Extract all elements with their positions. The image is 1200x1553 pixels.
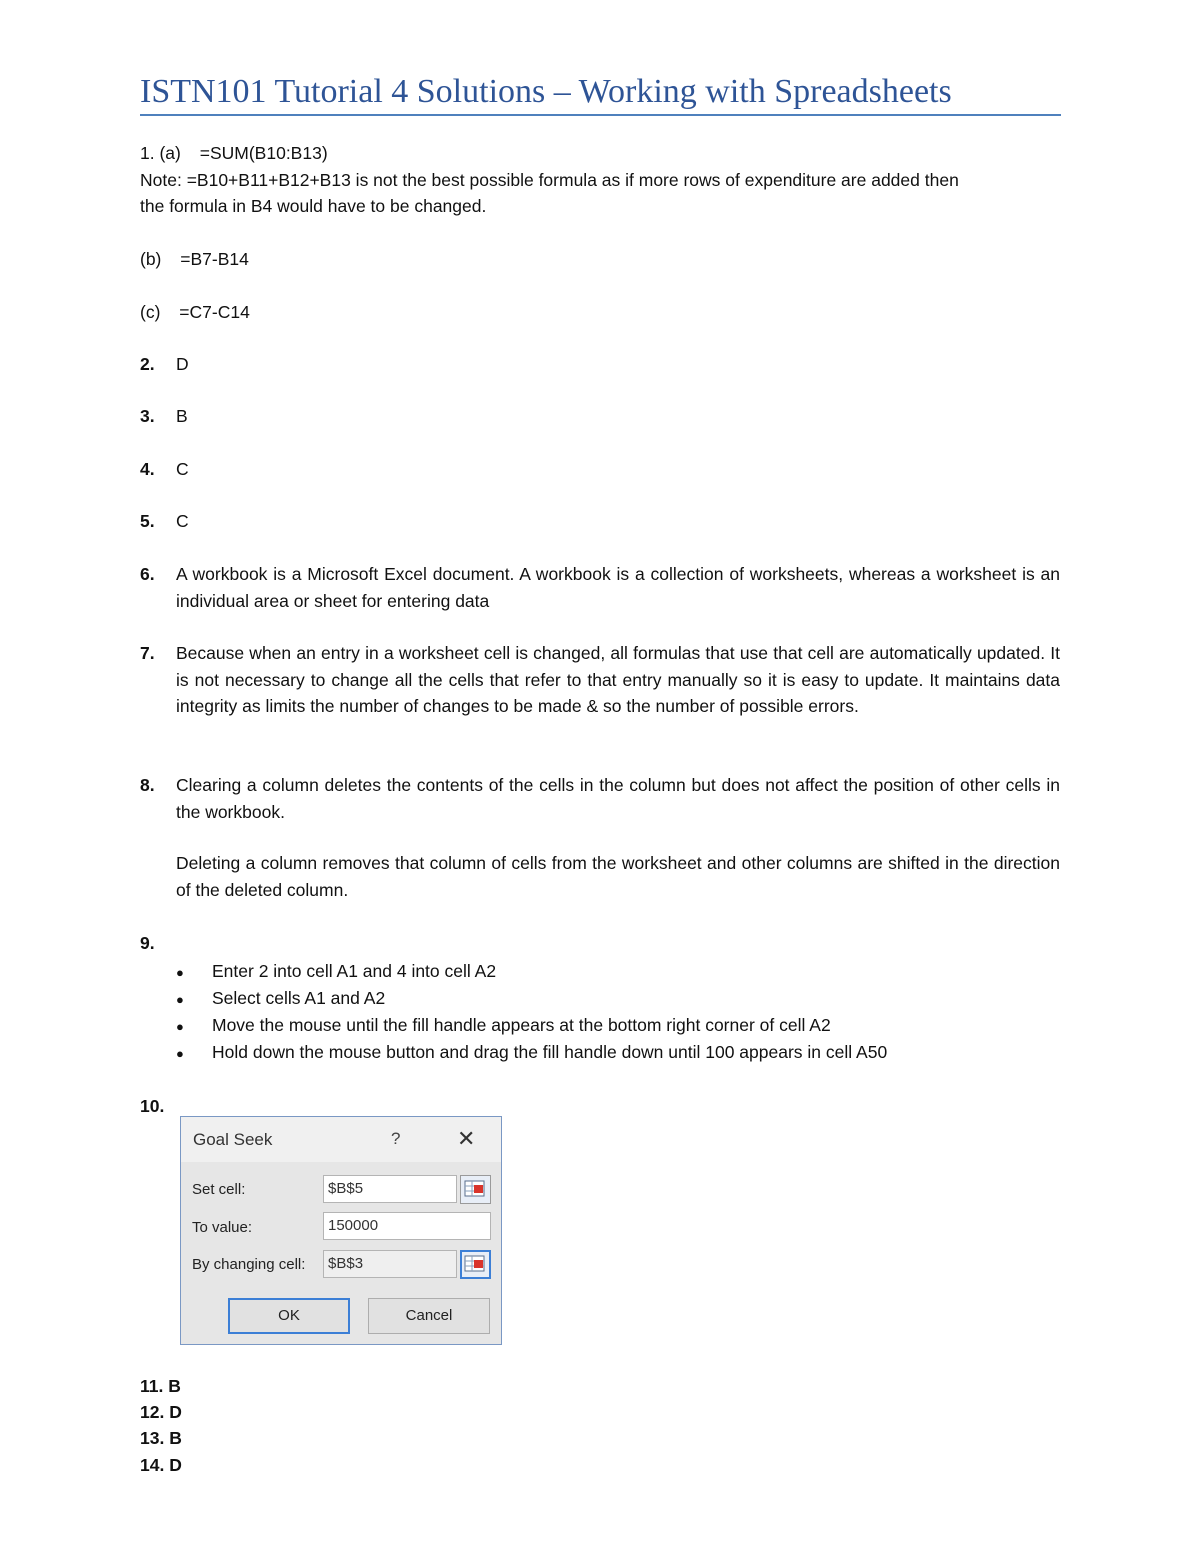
q1-b-label: (b) [140,249,162,269]
dialog-title: Goal Seek [193,1130,273,1149]
answer-row [140,403,188,430]
answer-number: 12. [140,1402,165,1422]
answer-number: 11. [140,1376,164,1396]
q1-a-line [140,140,328,167]
bullet-icon: ● [176,1046,184,1061]
answer-text: D [169,1402,182,1422]
answer-row [140,1425,182,1452]
answer-number: 5. [140,511,155,531]
q1-b-line [140,246,249,273]
close-icon[interactable]: ✕ [457,1126,476,1151]
q8-paragraph-1: Clearing a column deletes the contents of the cells in the column but does not affect the position of other cells in the workbook. [176,775,1060,822]
q7-answer: Because when an entry in a worksheet cell is changed, all formulas that use that cell are automatically updated. It is not necessary to change all the cells that refer to that entry manually so it is easy to update. It maintains data integrity as limits the number of changes to be made & so the number of possible errors. [176,643,1060,716]
answer-text: B [169,1428,182,1448]
cancel-button[interactable]: Cancel [368,1298,490,1334]
range-selector-glyph [461,1176,488,1201]
answer-row [140,1399,182,1426]
ok-button[interactable]: OK [228,1298,350,1334]
list-item-text: Move the mouse until the fill handle appears at the bottom right corner of cell A2 [212,1015,831,1035]
changing-cell-label: By changing cell: [192,1256,306,1273]
answer-number: 14. [140,1455,165,1475]
q1-c-label: (c) [140,302,161,322]
answer-text: C [176,459,189,479]
answer-row [140,508,189,535]
changing-cell-input[interactable]: $B$3 [323,1250,457,1278]
q1-b-answer: =B7-B14 [180,249,249,269]
list-item [176,958,497,987]
dialog-titlebar [181,1117,501,1162]
list-item [176,985,386,1014]
goal-seek-dialog [180,1116,502,1345]
q7-number: 7. [140,643,155,663]
list-item-text: Select cells A1 and A2 [212,988,386,1008]
q8-paragraph-2: Deleting a column removes that column of cells from the worksheet and other columns are shifted in the direction of the deleted column. [176,853,1060,900]
to-value-label: To value: [192,1219,253,1236]
q1-c-line [140,299,250,326]
answer-number: 13. [140,1428,165,1448]
answer-number: 2. [140,354,155,374]
answer-number: 3. [140,406,155,426]
q10-number: 10. [140,1096,165,1116]
answer-row [140,351,189,378]
bullet-icon: ● [176,965,184,980]
answer-text: B [168,1376,181,1396]
answer-text: C [176,511,189,531]
answer-text: D [176,354,189,374]
answer-number: 4. [140,459,155,479]
bullet-icon: ● [176,992,184,1007]
q6-number: 6. [140,564,155,584]
answer-row [140,456,189,483]
bullet-icon: ● [176,1019,184,1034]
page-title: ISTN101 Tutorial 4 Solutions – Working with Spreadsheets [140,73,952,110]
title-underline [140,114,1061,116]
q6-answer: A workbook is a Microsoft Excel document. A workbook is a collection of worksheets, whereas a worksheet is an individual area or sheet for entering data [176,564,1060,611]
q9-number: 9. [140,933,155,953]
set-cell-label: Set cell: [192,1181,246,1198]
set-cell-input[interactable]: $B$5 [323,1175,457,1203]
q1-a-answer: =SUM(B10:B13) [199,143,328,163]
q8-number: 8. [140,775,155,795]
q1-a-label: (a) [159,143,181,163]
answer-row [140,1452,182,1479]
range-selector-icon[interactable] [460,1250,491,1279]
q1-number: 1. [140,143,155,163]
range-selector-icon[interactable] [460,1175,491,1204]
q1-note-line2: the formula in B4 would have to be changed. [140,196,487,216]
q1-note-line1: Note: =B10+B11+B12+B13 is not the best possible formula as if more rows of expenditure are added then [140,170,959,190]
list-item [176,1012,831,1041]
range-selector-glyph [462,1252,489,1277]
list-item [176,1039,888,1068]
answer-text: B [176,406,188,426]
list-item-text: Enter 2 into cell A1 and 4 into cell A2 [212,961,497,981]
answer-row [140,1373,181,1400]
list-item-text: Hold down the mouse button and drag the fill handle down until 100 appears in cell A50 [212,1042,888,1062]
q1-c-answer: =C7-C14 [179,302,250,322]
to-value-input[interactable]: 150000 [323,1212,491,1240]
help-icon[interactable]: ? [391,1129,401,1148]
answer-text: D [169,1455,182,1475]
